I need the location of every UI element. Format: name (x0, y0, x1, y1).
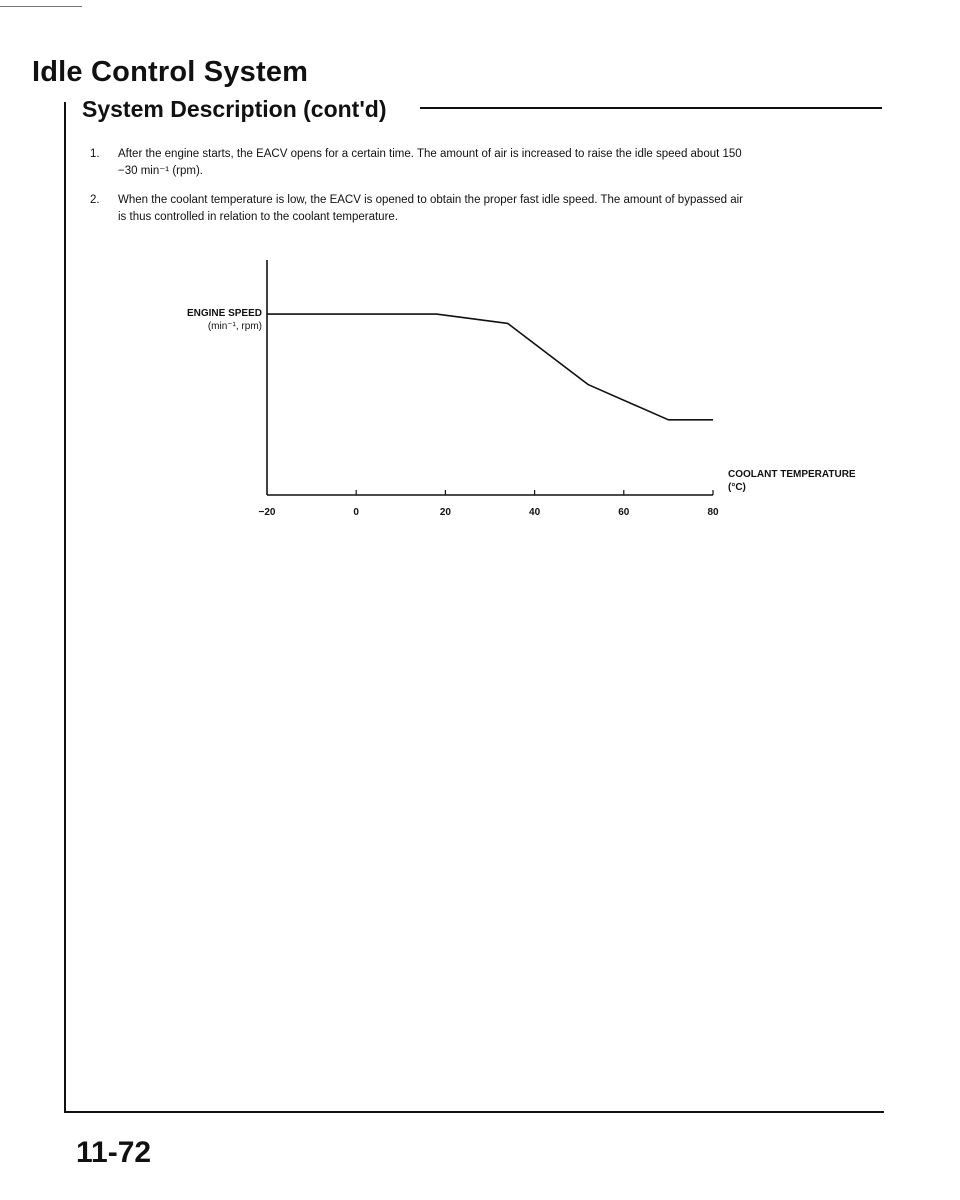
step-number: 2. (90, 194, 100, 206)
bottom-rule (64, 1111, 884, 1113)
x-axis-unit: (°C) (728, 482, 746, 493)
engine-speed-curve (267, 314, 713, 420)
x-axis-title: COOLANT TEMPERATURE (728, 469, 856, 480)
description-steps (90, 146, 890, 238)
engine-speed-chart (230, 250, 750, 540)
x-tick-label: 80 (707, 507, 719, 518)
section-title: System Description (cont'd) (82, 96, 387, 122)
chart-axes (267, 260, 713, 495)
step-text-line: When the coolant temperature is low, the EACV is opened to obtain the proper fast idle speed. The amount of bypassed air (118, 194, 743, 206)
x-tick-label: 0 (353, 507, 359, 518)
x-tick-label: −20 (258, 507, 276, 518)
corner-mark (0, 6, 82, 7)
x-tick-label: 60 (618, 507, 630, 518)
page-title: Idle Control System (32, 56, 309, 88)
chart-series (267, 314, 713, 420)
step-item (90, 146, 890, 180)
y-axis-unit: (min⁻¹, rpm) (207, 321, 262, 332)
step-text-line: After the engine starts, the EACV opens for a certain time. The amount of air is increased to raise the idle speed about 150 (118, 148, 742, 160)
y-axis-title: ENGINE SPEED (186, 308, 262, 319)
step-number: 1. (90, 148, 100, 160)
step-text-line: is thus controlled in relation to the coolant temperature. (118, 211, 398, 223)
x-tick-label: 40 (529, 507, 541, 518)
x-tick-label: 20 (439, 507, 451, 518)
section-rule (420, 107, 882, 109)
x-axis-label (728, 468, 856, 494)
page-number: 11-72 (76, 1136, 152, 1169)
step-text-line: −30 min⁻¹ (rpm). (118, 165, 203, 177)
left-margin-rule (64, 102, 66, 1112)
step-item (90, 192, 890, 226)
